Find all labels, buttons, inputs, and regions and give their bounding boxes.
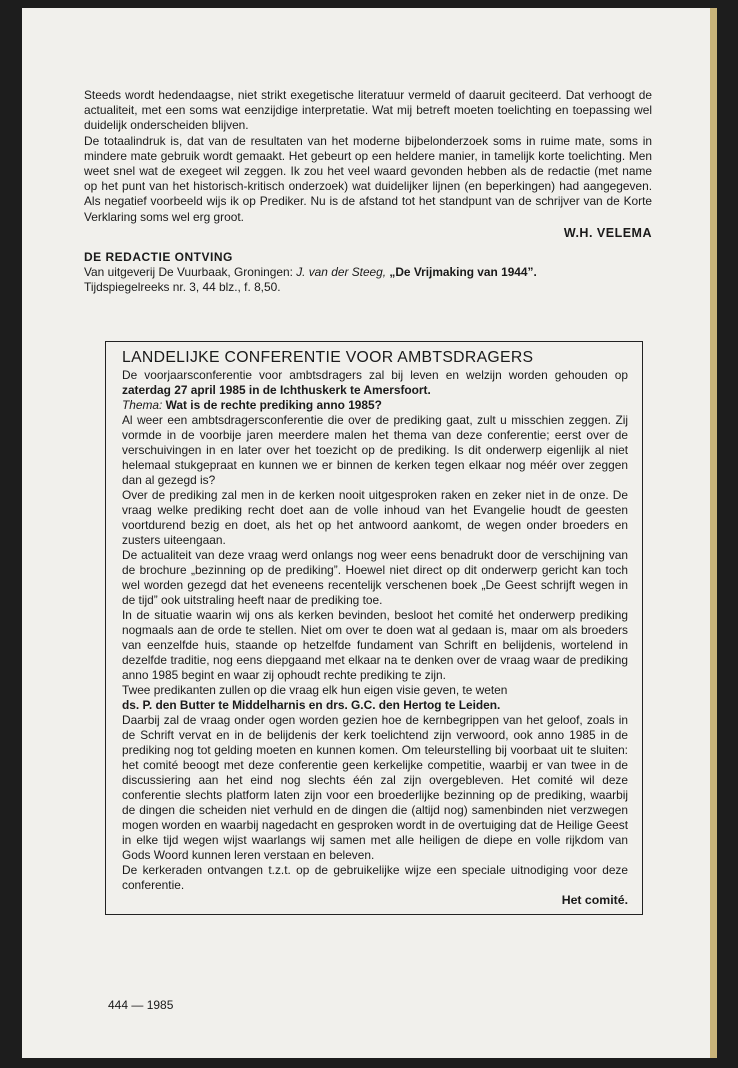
- review-paragraph: Steeds wordt hedendaagse, niet strikt exegetische literatuur vermeld of daaruit geciteerd. Dat verhoogt de actualiteit, met een soms wat eenzijdige interpretatie. Wat mij betreft moeten toelichting en toepassing wel duidelijk onderscheiden blijven.: [84, 88, 652, 133]
- book-title: „De Vrijmaking van 1944”.: [386, 265, 537, 280]
- conference-paragraph: In de situatie waarin wij ons als kerken bevinden, besloot het comité het onderwerp prediking nogmaals aan de orde te stellen. Niet om over te doen wat al gedaan is, maar om als broeders van eenzelfde huis, staande op hetzelfde fundament van Schrift en belijdenis, wortelend in dezelfde traditie, nog eens diepgaand met elkaar na te denken over de vraag waar de prediking anno 1985 begint en waar zij ophoudt rechte prediking te zijn.: [122, 608, 628, 682]
- received-entry: [84, 265, 652, 280]
- review-article: [84, 88, 652, 296]
- speakers-text: ds. P. den Butter te Middelharnis en drs. G.C. den Hertog te Leiden.: [122, 698, 501, 712]
- review-paragraph: De totaalindruk is, dat van de resultaten van het moderne bijbelonderzoek soms in ruime mate, soms in mindere mate gebruik wordt gemaakt. Het gebeurt op een heldere manier, in tamelijk korte toelichting. Men weet snel wat de exegeet wil zeggen. Ik zou het veel waard gevonden hebben als de redactie (met name op het punt van het historisch-kritisch onderzoek) wat duidelijker lijnen (en beperkingen) had aangegeven. Als negatief voorbeeld wijs ik op Prediker. Nu is de afstand tot het standpunt van de schrijver van de Korte Verklaring soms wel erg groot.: [84, 133, 652, 224]
- review-signature: W.H. VELEMA: [563, 225, 652, 240]
- intro-text: De voorjaarsconferentie voor ambtsdragers zal bij leven en welzijn worden gehouden op: [122, 368, 628, 382]
- book-author: J. van der Steeg,: [296, 265, 387, 280]
- received-heading: DE REDACTIE ONTVING: [84, 250, 233, 265]
- conference-paragraph: Al weer een ambtsdragersconferentie die over de prediking gaat, zult u misschien zeggen. Zij vormde in de voorbije jaren meerdere malen het thema van deze conferentie; eerst over de verschuivingen in en later over het toezicht op de prediking. Is dit onderwerp eigenlijk al niet helemaal stukgepraat en kunnen we er binnen de kerken tegen elkaar nog méér over zeggen dan al gezegd is?: [122, 413, 628, 487]
- publisher: Van uitgeverij De Vuurbaak, Groningen:: [84, 265, 297, 280]
- conference-announcement: [105, 341, 643, 915]
- page-number: 444 — 1985: [108, 998, 174, 1012]
- conference-speakers: [122, 698, 628, 713]
- conference-paragraph: De kerkeraden ontvangen t.z.t. op de gebruikelijke wijze een speciale uitnodiging voor deze conferentie.: [122, 863, 628, 892]
- conference-intro: [122, 368, 628, 398]
- book-details: Tijdspiegelreeks nr. 3, 44 blz., f. 8,50.: [84, 280, 281, 295]
- theme-text: Wat is de rechte prediking anno 1985?: [162, 398, 382, 412]
- conference-paragraph: Daarbij zal de vraag onder ogen worden gezien hoe de kernbegrippen van het geloof, zoals in de Schrift vervat en in de belijdenis der kerk toelichtend zijn verwoord, ook anno 1985 in de prediking nog tot gelding moeten en kunnen komen. Om teleurstelling bij voorbaat uit te sluiten: het comité beoogt met deze conferentie geen kerkelijke competitie, waarbij er van twee in de discussiering aan het eind nog slechts één zal zijn overgebleven. Het comité wil deze conferentie slechts platform laten zijn voor een broederlijke bezinning op de prediking, waarbij de dingen die scheiden niet verhuld en de dingen die (altijd nog) samenbinden niet verzwegen mogen worden en waarbij nagedacht en gesproken wordt in de overtuiging dat de Heilige Geest in elke tijd wegen wijst waarlangs wij samen met alle heiligen de diepe en volle rijkdom van Gods Woord kunnen leren verstaan en beleven.: [122, 713, 628, 862]
- conference-date-location: zaterdag 27 april 1985 in de Ichthuskerk te Amersfoort.: [122, 383, 431, 397]
- conference-paragraph: Over de prediking zal men in de kerken nooit uitgesproken raken en zeker niet in de onze. De vraag welke prediking recht doet aan de volle inhoud van het Evangelie houdt de geesten voortdurend bezig en doet, als het op het antwoord aankomt, de wegen onder broeders en zusters uiteengaan.: [122, 488, 628, 547]
- committee-signature: Het comité.: [561, 893, 628, 907]
- conference-title: LANDELIJKE CONFERENTIE VOOR AMBTSDRAGERS: [122, 349, 534, 366]
- page-edge: [710, 8, 717, 1058]
- conference-theme: [122, 398, 628, 413]
- conference-paragraph: Twee predikanten zullen op die vraag elk hun eigen visie geven, te weten: [122, 683, 508, 697]
- conference-paragraph: De actualiteit van deze vraag werd onlangs nog weer eens benadrukt door de verschijning van de brochure „bezinning op de prediking”. Hoewel niet direct op dit onderwerp gericht kan toch wel worden gezegd dat het eveneens recentelijk verschenen boek „De Geest schrijft wegen in de tijd” ook uitstraling heeft naar de prediking toe.: [122, 548, 628, 607]
- theme-label: Thema:: [122, 398, 163, 412]
